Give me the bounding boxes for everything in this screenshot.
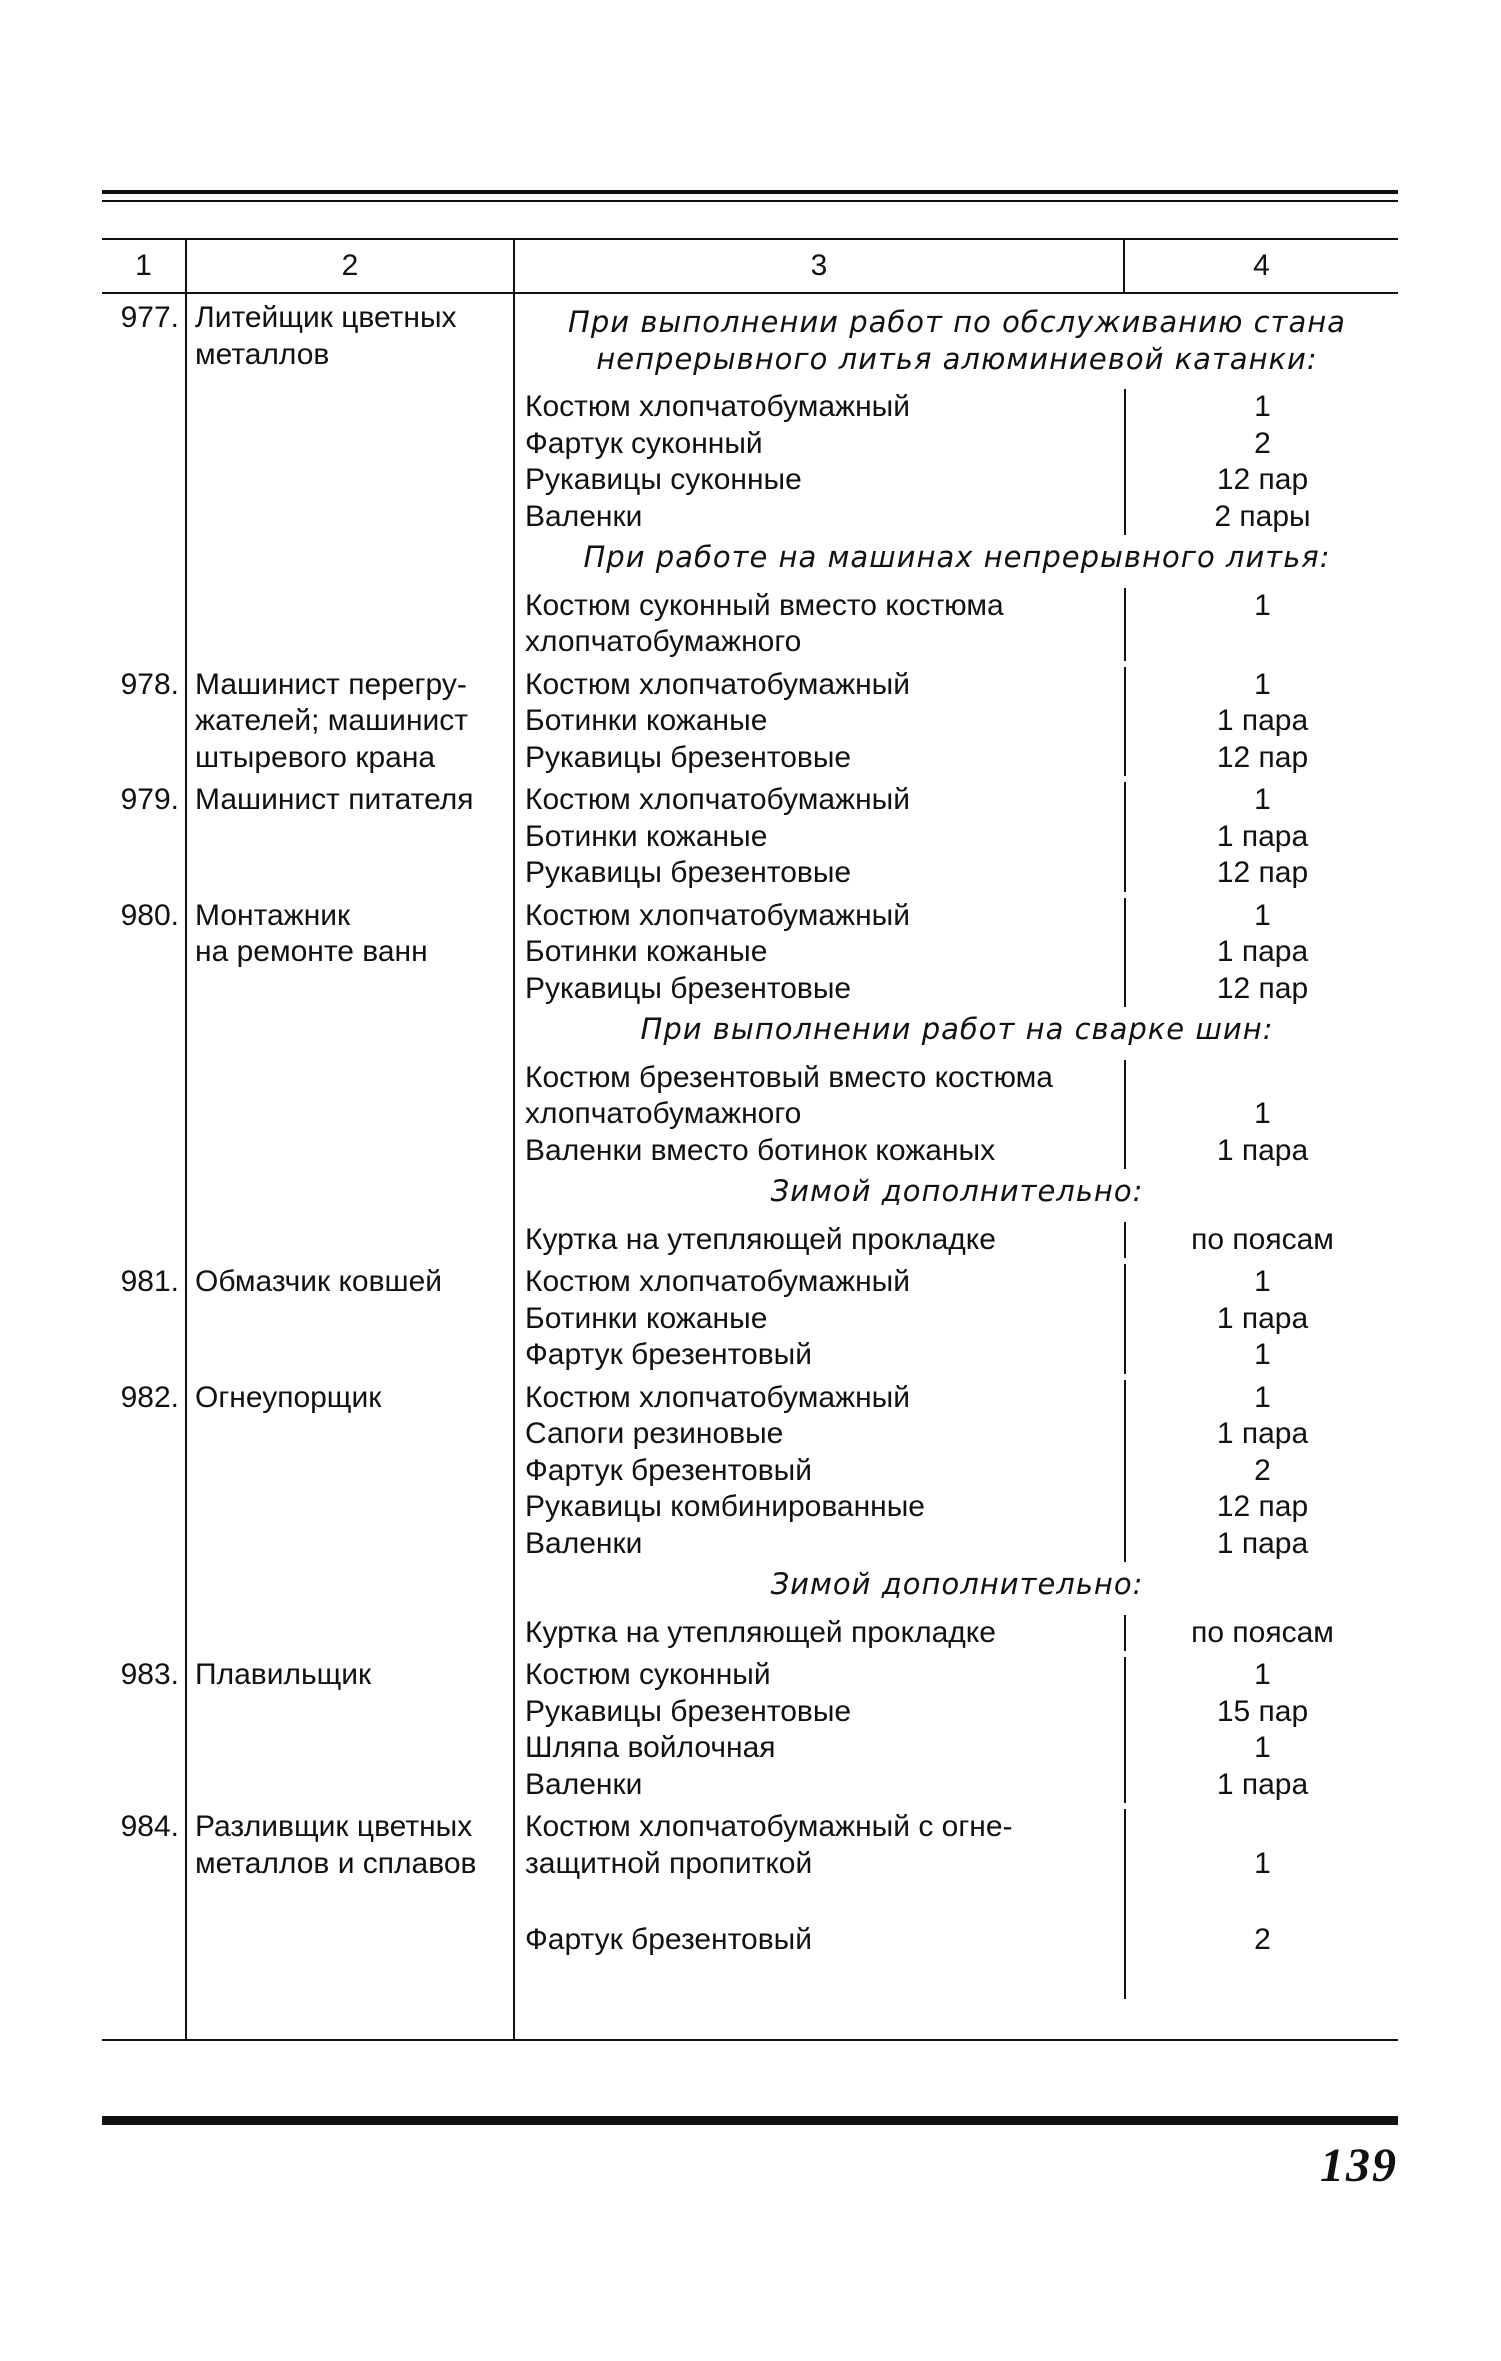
- profession-line: металлов и сплавов: [195, 1846, 477, 1880]
- item-name: [515, 1922, 1125, 1999]
- section-caption: [515, 1562, 1399, 1615]
- item-quantity: 1: [1125, 1380, 1399, 1417]
- item-name-line: Валенки вместо ботинок кожаных: [525, 1133, 996, 1167]
- item-name: [515, 1489, 1125, 1526]
- entry-number: 978.: [120, 667, 179, 701]
- list-item: [515, 1526, 1399, 1563]
- profession-cell: [186, 1374, 514, 1652]
- profession-line: Разливщик цветных: [195, 1810, 473, 1843]
- column-header-item: 3: [514, 239, 1124, 293]
- item-quantity: 1: [1125, 1060, 1399, 1133]
- item-name: [515, 1657, 1125, 1694]
- item-name: [515, 1730, 1125, 1767]
- item-quantity: 1 пара: [1125, 1767, 1399, 1804]
- profession-line: на ремонте ванн: [195, 935, 428, 968]
- profession-line: Плавильщик: [195, 1658, 372, 1691]
- item-quantity: 2: [1125, 426, 1399, 463]
- item-name-line: Валенки: [525, 1767, 643, 1801]
- item-quantity: 1: [1125, 1264, 1399, 1301]
- item-quantity: 1: [1125, 667, 1399, 704]
- item-quantity: 12 пар: [1125, 1489, 1399, 1526]
- item-quantity: 2: [1125, 1453, 1399, 1490]
- section-caption: [515, 535, 1399, 588]
- ppe-norms-table: [102, 238, 1398, 2041]
- section-caption-line: Зимой дополнительно:: [770, 1567, 1144, 1601]
- list-item: [515, 819, 1399, 856]
- issuance-cell: [514, 293, 1398, 661]
- list-item: [515, 1489, 1399, 1526]
- list-item: [515, 462, 1399, 499]
- profession-line: Обмазчик ковшей: [195, 1265, 443, 1298]
- item-name-line: Костюм брезентовый вместо костюма: [525, 1060, 1053, 1094]
- profession-cell: [186, 293, 514, 661]
- item-name: [515, 934, 1125, 971]
- list-item: [515, 1453, 1399, 1490]
- item-name: [515, 1222, 1125, 1259]
- list-item: [515, 898, 1399, 935]
- item-name: [515, 1767, 1125, 1804]
- table-row: [102, 1651, 1398, 1803]
- item-name-line: Куртка на утепляющей прокладке: [525, 1222, 996, 1256]
- entry-number: 981.: [120, 1265, 179, 1298]
- profession-line: жателей; машинист: [195, 704, 469, 737]
- item-name-line: защитной пропиткой: [525, 1846, 813, 1880]
- item-name-line: Рукавицы брезентовые: [525, 740, 852, 774]
- issuance-list: [515, 1380, 1399, 1652]
- header-rule-thin: [102, 200, 1398, 202]
- item-name-line: Фартук брезентовый: [525, 1923, 812, 1956]
- item-name: [515, 898, 1125, 935]
- issuance-list: [515, 667, 1399, 777]
- section-caption: [515, 1007, 1399, 1060]
- profession-line: штыревого крана: [195, 740, 436, 774]
- section-caption: [515, 300, 1399, 389]
- issuance-list: [515, 1264, 1399, 1374]
- table-row: [102, 1803, 1398, 2039]
- item-quantity: 1 пара: [1125, 703, 1399, 740]
- list-item: [515, 1133, 1399, 1170]
- item-name-line: хлопчатобумажного: [525, 1097, 802, 1130]
- list-item: [515, 1615, 1399, 1652]
- item-name: [515, 1694, 1125, 1731]
- issuance-cell: [514, 1651, 1398, 1803]
- list-item: [515, 1301, 1399, 1338]
- list-item: [515, 667, 1399, 704]
- column-header-quantity: 4: [1124, 239, 1398, 293]
- item-quantity: 1: [1125, 389, 1399, 426]
- item-name: [515, 971, 1125, 1008]
- table-body: [102, 293, 1398, 2040]
- header-rule-thick: [102, 190, 1398, 194]
- item-name: [515, 1453, 1125, 1490]
- entry-number: 984.: [120, 1810, 179, 1843]
- section-caption-line: При работе на машинах непрерывного литья:: [583, 540, 1331, 574]
- table-row: [102, 293, 1398, 661]
- item-name: [515, 703, 1125, 740]
- issuance-cell: [514, 1803, 1398, 2039]
- item-name-line: Валенки: [525, 1526, 643, 1560]
- item-name-line: Костюм хлопчатобумажный: [525, 783, 910, 816]
- profession-line: Машинист питателя: [195, 783, 474, 816]
- profession-line: Огнеупорщик: [195, 1380, 382, 1414]
- list-item: [515, 782, 1399, 819]
- item-name: [515, 740, 1125, 777]
- item-name-line: Костюм хлопчатобумажный: [525, 667, 910, 701]
- item-name: [515, 499, 1125, 536]
- table-header: [102, 239, 1398, 293]
- item-quantity: 1: [1125, 1657, 1399, 1694]
- item-name-line: Костюм суконный: [525, 1658, 771, 1691]
- section-caption-line: При выполнении работ по обслуживанию стана: [568, 305, 1346, 339]
- item-name-line: Фартук суконный: [525, 426, 763, 460]
- entry-number: 979.: [120, 783, 179, 816]
- profession-cell: [186, 1651, 514, 1803]
- list-item: [515, 1767, 1399, 1804]
- item-quantity: по поясам: [1125, 1615, 1399, 1652]
- section-caption-line: При выполнении работ на сварке шин:: [640, 1012, 1274, 1046]
- item-quantity: 1 пара: [1125, 1416, 1399, 1453]
- item-quantity: 1 пара: [1125, 1526, 1399, 1563]
- entry-number: 980.: [120, 898, 179, 932]
- item-name-line: Костюм хлопчатобумажный: [525, 390, 910, 423]
- list-item: [515, 1694, 1399, 1731]
- profession-cell: [186, 661, 514, 777]
- list-item: [515, 703, 1399, 740]
- item-name: [515, 1264, 1125, 1301]
- issuance-cell: [514, 1374, 1398, 1652]
- item-name: [515, 1337, 1125, 1374]
- item-name-line: Рукавицы брезентовые: [525, 971, 852, 1005]
- item-name: [515, 819, 1125, 856]
- list-item: [515, 499, 1399, 536]
- item-name-line: Ботинки кожаные: [525, 819, 768, 853]
- item-name-line: Ботинки кожаные: [525, 1301, 768, 1335]
- item-name-line: Рукавицы брезентовые: [525, 1694, 852, 1728]
- item-name-line: Костюм хлопчатобумажный с огне-: [525, 1810, 1013, 1843]
- item-name: [515, 1060, 1125, 1133]
- item-name-line: Шляпа войлочная: [525, 1731, 776, 1764]
- item-name: [515, 667, 1125, 704]
- item-name-line: Костюм хлопчатобумажный: [525, 1380, 910, 1414]
- item-quantity: 1 пара: [1125, 819, 1399, 856]
- item-quantity: 1: [1125, 1730, 1399, 1767]
- item-name: [515, 389, 1125, 426]
- item-quantity: 1 пара: [1125, 1301, 1399, 1338]
- item-quantity: 2: [1125, 1922, 1399, 1999]
- item-quantity: 1 пара: [1125, 934, 1399, 971]
- list-item: [515, 1922, 1399, 1999]
- footer-rule: [102, 2116, 1398, 2125]
- item-quantity: 1: [1125, 782, 1399, 819]
- profession-cell: [186, 1258, 514, 1374]
- column-header-profession: 2: [186, 239, 514, 293]
- section-caption-line: непрерывного литья алюминиевой катанки:: [596, 341, 1318, 376]
- item-quantity: 1: [1125, 1809, 1399, 1922]
- item-name: [515, 855, 1125, 892]
- item-quantity: 1: [1125, 588, 1399, 661]
- profession-cell: [186, 1803, 514, 2039]
- item-quantity: 1: [1125, 1337, 1399, 1374]
- list-item: [515, 1657, 1399, 1694]
- profession-line: Монтажник: [195, 898, 351, 932]
- item-quantity: по поясам: [1125, 1222, 1399, 1259]
- item-quantity: 2 пары: [1125, 499, 1399, 536]
- item-quantity: 1: [1125, 898, 1399, 935]
- table-row: [102, 776, 1398, 892]
- issuance-cell: [514, 1258, 1398, 1374]
- item-quantity: 12 пар: [1125, 740, 1399, 777]
- item-quantity: 12 пар: [1125, 971, 1399, 1008]
- list-item: [515, 855, 1399, 892]
- issuance-list: [515, 1657, 1399, 1803]
- section-caption: [515, 1169, 1399, 1222]
- table-row: [102, 892, 1398, 1259]
- item-name: [515, 588, 1125, 661]
- list-item: [515, 1264, 1399, 1301]
- section-caption-row: [515, 1169, 1399, 1222]
- item-name: [515, 1416, 1125, 1453]
- list-item: [515, 1730, 1399, 1767]
- item-name-line: Куртка на утепляющей прокладке: [525, 1615, 996, 1649]
- issuance-cell: [514, 661, 1398, 777]
- entry-number: 977.: [120, 301, 179, 334]
- item-name: [515, 1380, 1125, 1417]
- item-name-line: Костюм хлопчатобумажный: [525, 898, 910, 932]
- item-name-line: Костюм суконный вместо костюма: [525, 588, 1004, 622]
- item-quantity: 12 пар: [1125, 462, 1399, 499]
- table-bottom-border: [102, 2039, 1398, 2040]
- list-item: [515, 426, 1399, 463]
- table-row: [102, 1374, 1398, 1652]
- item-name-line: Ботинки кожаные: [525, 935, 768, 968]
- item-name-line: Ботинки кожаные: [525, 704, 768, 737]
- section-caption-row: [515, 300, 1399, 389]
- table-row: [102, 1258, 1398, 1374]
- item-name: [515, 1809, 1125, 1922]
- entry-number: 983.: [120, 1658, 179, 1691]
- list-item: [515, 1380, 1399, 1417]
- item-name-line: Валенки: [525, 499, 643, 533]
- item-quantity: 1 пара: [1125, 1133, 1399, 1170]
- list-item: [515, 1416, 1399, 1453]
- item-name-line: Костюм хлопчатобумажный: [525, 1265, 910, 1298]
- item-name: [515, 426, 1125, 463]
- issuance-list: [515, 898, 1399, 1259]
- item-name-line: Сапоги резиновые: [525, 1417, 784, 1450]
- list-item: [515, 971, 1399, 1008]
- list-item: [515, 588, 1399, 661]
- item-name-line: Фартук брезентовый: [525, 1338, 812, 1371]
- item-name: [515, 1526, 1125, 1563]
- list-item: [515, 934, 1399, 971]
- list-item: [515, 1337, 1399, 1374]
- list-item: [515, 740, 1399, 777]
- profession-line: Машинист перегру-: [195, 667, 467, 701]
- item-name: [515, 1133, 1125, 1170]
- profession-line: металлов: [195, 337, 330, 371]
- section-caption-row: [515, 1562, 1399, 1615]
- item-name-line: Рукавицы комбинированные: [525, 1490, 925, 1523]
- issuance-list: [515, 1809, 1399, 1999]
- section-caption-row: [515, 535, 1399, 588]
- issuance-cell: [514, 892, 1398, 1259]
- item-name: [515, 782, 1125, 819]
- section-caption-line: Зимой дополнительно:: [770, 1174, 1144, 1208]
- list-item: [515, 1809, 1399, 1922]
- item-name-line: Рукавицы брезентовые: [525, 856, 852, 889]
- profession-cell: [186, 892, 514, 1259]
- profession-cell: [186, 776, 514, 892]
- item-name: [515, 1615, 1125, 1652]
- item-quantity: 12 пар: [1125, 855, 1399, 892]
- issuance-cell: [514, 776, 1398, 892]
- column-header-number: 1: [102, 239, 186, 293]
- entry-number: 982.: [120, 1380, 179, 1414]
- item-name: [515, 1301, 1125, 1338]
- table-row: [102, 661, 1398, 777]
- list-item: [515, 1060, 1399, 1133]
- item-name-line: хлопчатобумажного: [525, 625, 802, 658]
- issuance-list: [515, 300, 1399, 661]
- issuance-list: [515, 782, 1399, 892]
- item-name: [515, 462, 1125, 499]
- item-quantity: 15 пар: [1125, 1694, 1399, 1731]
- section-caption-row: [515, 1007, 1399, 1060]
- profession-line: Литейщик цветных: [195, 301, 457, 334]
- table-bottom-line: [102, 2039, 1398, 2040]
- list-item: [515, 389, 1399, 426]
- list-item: [515, 1222, 1399, 1259]
- item-name-line: Фартук брезентовый: [525, 1453, 812, 1487]
- page-number: 139: [1320, 2139, 1398, 2192]
- item-name-line: Рукавицы суконные: [525, 463, 802, 496]
